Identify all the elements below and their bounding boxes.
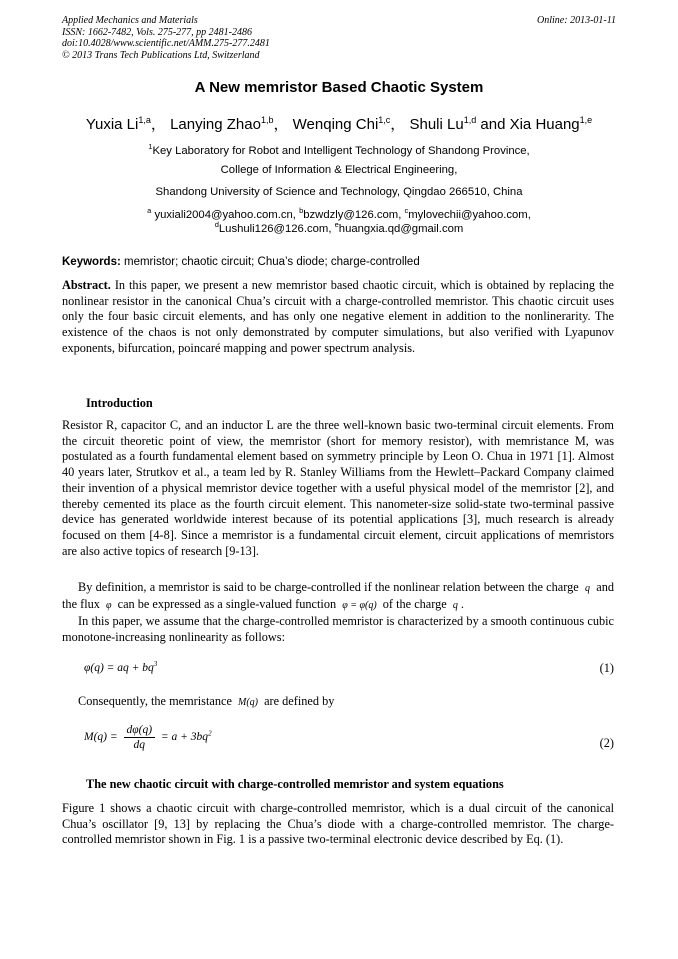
equation-1 (84, 660, 157, 674)
paragraph-text: By definition, a memristor is said to be charge-controlled if the nonlinear relation between the charge (78, 580, 579, 594)
equation-number: (2) (599, 736, 614, 750)
paper-title: A New memristor Based Chaotic System (194, 79, 484, 96)
affiliation-line-3: Shandong University of Science and Technology, Qingdao 266510, China (155, 186, 523, 198)
equation-exponent: 2 (208, 729, 212, 738)
affiliation-line-2: College of Information & Electrical Engineering, (220, 164, 458, 176)
author-list (0, 113, 678, 134)
email-line-2 (0, 220, 678, 235)
equation-2 (84, 724, 212, 751)
author-superscript: 1,e (579, 115, 593, 125)
copyright-line: © 2013 Trans Tech Publications Ltd, Switzerland (62, 49, 260, 61)
intro-paragraph-1: Resistor R, capacitor C, and an inductor L are the three well-known basic two-terminal circuit elements. From the circuit theoretic point of view, the memristor (short for memory resistor), with memristance M, was postulated as a fourth fundamental element based on symmetry principle by Leon O. Chua in 1971 [1]. Almost 40 years later, Strutkov et al., a team led by R. Stanley Williams from the Hewlett–Packard Company claimed their invention of a physical memristor device together with a useful physical model of the memristor [2], and thereby cemented its place as the fourth circuit element. This nanometer-size solid-state two-terminal passive device has generated worldwide interest because of its potential applications [3], much research is already focused on them [4-8]. Since a memristor is a fundamental circuit element, circuit applications of memristors are also active topics of research [9-13]. (62, 418, 614, 558)
author-name: Shuli Lu (409, 116, 464, 133)
charge-symbol: q (452, 599, 458, 611)
email-address: huangxia.qd@gmail.com (338, 222, 464, 235)
author-separator: ， (150, 116, 166, 133)
email-superscript: c (404, 206, 409, 215)
charge-symbol: q (584, 583, 590, 594)
doi-line: doi:10.4028/www.scientific.net/AMM.275-277.2481 (62, 38, 270, 49)
section-heading-introduction: Introduction (86, 396, 153, 410)
fraction-numerator: dφ(q) (124, 724, 156, 738)
equation-lhs: M(q) = (84, 731, 118, 744)
affiliation-superscript: 1 (148, 142, 153, 151)
intro-paragraph-3: In this paper, we assume that the charge-controlled memristor is characterized by a smooth continuous cubic monotone-increasing nonlinearity as follows: (62, 614, 614, 644)
paragraph-text: and the flux (62, 580, 614, 611)
email-address: Lushuli126@126.com, (218, 222, 332, 235)
email-address: yuxiali2004@yahoo.com.cn, (154, 208, 296, 221)
inline-function: φ = φ(q) (342, 599, 377, 611)
keywords-text: memristor; chaotic circuit; Chua’s diode; charge-controlled (124, 256, 420, 268)
fraction-denominator: dq (133, 739, 146, 751)
email-superscript: e (334, 220, 339, 229)
abstract-text: In this paper, we present a new memristor based chaotic circuit, which is obtained by replacing the nonlinear resistor in the canonical Chua’s circuit with a charge-controlled memristor. This chaotic circuit uses only the four basic circuit elements, and has only one negative element in addition to the nonlinerarity. The existence of the chaos is not only demonstrated by computer simulations, but also verified with Lyapunov exponents, bifurcation, poincaré mapping and power spectrum analysis. (62, 278, 615, 355)
author-separator: and (476, 116, 506, 133)
author-superscript: 1,c (378, 115, 391, 125)
paragraph-text: are defined by (264, 694, 335, 708)
email-superscript: d (214, 220, 219, 229)
author-superscript: 1,a (138, 115, 151, 125)
abstract (62, 278, 614, 357)
memristance-sentence (78, 694, 608, 711)
keywords-label: Keywords: (62, 256, 121, 268)
section-heading-chaotic-circuit: The new chaotic circuit with charge-controlled memristor and system equations (86, 777, 504, 791)
email-address: mylovechii@yahoo.com, (408, 208, 531, 221)
intro-paragraph-2: By definition, a memristor is said to be charge-controlled if the nonlinear relation between the charge q and the flux φ can be expressed as a single-valued function φ = φ(q) of the charge q . (62, 580, 614, 611)
affiliation-line-1 (0, 142, 678, 157)
journal-name: Applied Mechanics and Materials (62, 15, 198, 26)
email-line-1 (0, 206, 678, 221)
keywords (62, 256, 420, 268)
journal-header (62, 15, 616, 61)
email-superscript: a (147, 206, 152, 215)
affiliation-text: Key Laboratory for Robot and Intelligent Technology of Shandong Province, (152, 144, 530, 157)
equation-exponent: 3 (153, 660, 158, 668)
paragraph-text: of the charge (382, 596, 447, 611)
author-separator: ， (273, 116, 289, 133)
paragraph-text: can be expressed as a single-valued function (117, 596, 337, 611)
flux-symbol: φ (105, 599, 112, 611)
memristance-symbol: M(q) (237, 697, 258, 708)
equation-fraction (124, 724, 156, 751)
equation-number: (1) (599, 661, 614, 675)
author-superscript: 1,b (260, 115, 274, 125)
author-name: Wenqing Chi (292, 116, 379, 133)
issn-line: ISSN: 1662-7482, Vols. 275-277, pp 2481-2486 (62, 26, 252, 38)
author-superscript: 1,d (463, 115, 477, 125)
abstract-label: Abstract. (62, 278, 111, 292)
email-address: bzwdzly@126.com, (303, 208, 402, 221)
author-name: Lanying Zhao (170, 116, 261, 133)
equation-rhs: = a + 3bq (160, 731, 209, 744)
author-separator: ， (390, 116, 406, 133)
email-superscript: b (299, 206, 304, 215)
paragraph-text: Consequently, the memristance (78, 694, 232, 708)
author-name: Xia Huang (509, 116, 580, 133)
section2-paragraph-1: Figure 1 shows a chaotic circuit with charge-controlled memristor, which is a dual circuit of the canonical Chua’s oscillator [9, 13] by replacing the Chua’s diode with a charge-controlled memristor. The charge-controlled memristor shown in Fig. 1 is a passive two-terminal electronic device described by Eq. (1). (62, 801, 614, 847)
author-name: Yuxia Li (85, 116, 139, 133)
online-date: Online: 2013-01-11 (537, 15, 616, 26)
equation-expression: φ(q) = aq + bq (84, 661, 154, 674)
